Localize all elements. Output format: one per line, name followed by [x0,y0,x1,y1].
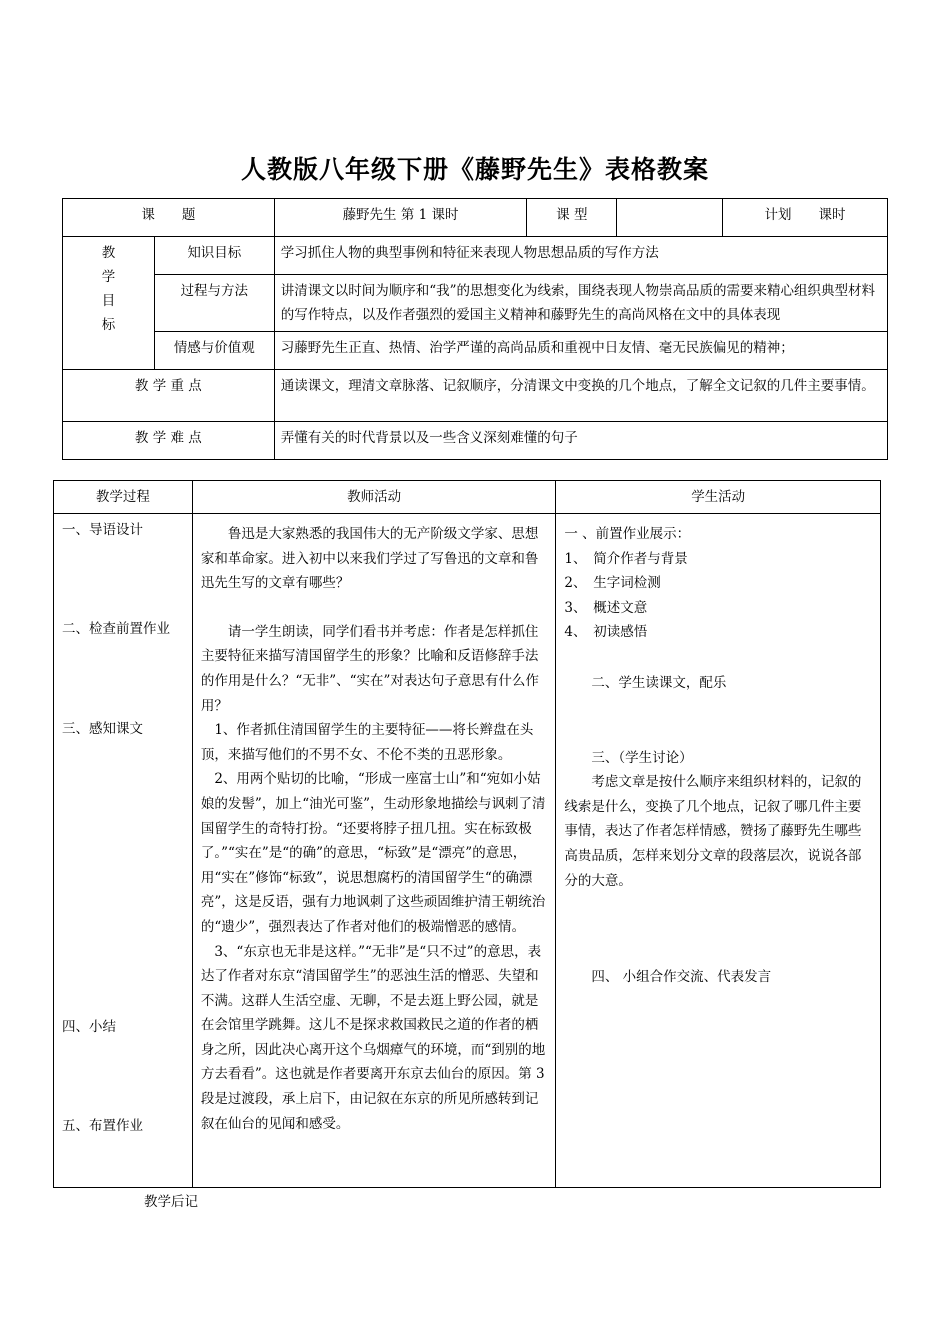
goals-label [63,237,155,370]
process-table [53,480,881,1188]
key-point-text: 通读课文，理清文章脉落、记叙顺序，分清课文中变换的几个地点，了解全文记叙的几件主要事情。 [274,370,887,422]
teacher-paragraph: 2、用两个贴切的比喻，“形成一座富士山”和“宛如小姑娘的发髻”，加上“油光可鉴”，生动形象地描绘与讽刺了清国留学生的奇特打扮。“还要将脖子扭几扭。实在标致极了。”“实在”是“的确”的意思，“标致”是“漂亮”的意思，用“实在”修饰“标致”，说思想腐朽的清国留学生“的确漂亮”，这是反语，强有力地讽刺了这些顽固维护清王朝统治的“遗少”，强烈表达了作者对他们的极端憎恶的感情。 [200,771,546,935]
teacher-paragraph: 3、“东京也无非是这样。”“无非”是“只不过”的意思，表达了作者对东京“清国留学生”的恶浊生活的憎恶、失望和不满。这群人生活空虚、无聊，不是去逛上野公园，就是在会馆里学跳舞。这儿不是探求救国救民之道的作者的栖身之所，因此决心离开这个乌烟瘴气的环境，而“到别的地方去看看”。这也就是作者要离开东京去仙台的原因。第 3 段是过渡段，承上启下，由记叙在东京的所见所感转到记叙在仙台的见闻和感受。 [200,943,546,1132]
difficulty-label: 教 学 难 点 [63,422,275,460]
process-header: 教学过程 [54,481,193,514]
teacher-column [192,514,556,1188]
goal-text: 讲清课文以时间为顺序和“我”的思想变化为线索，围绕表现人物崇高品质的需要来精心组织典型材料的写作特点，以及作者强烈的爱国主义精神和藤野先生的高尚风格在文中的具体表现 [274,275,887,332]
teacher-paragraph: 1、作者抓住清国留学生的主要特征——将长辫盘在头顶，来描写他们的不男不女、不伦不类的丑恶形象。 [200,722,534,763]
student-list-item: 2、 生字词检测 [564,575,661,592]
type-label: 课 型 [527,199,617,237]
topic-value: 藤野先生 第 1 课时 [274,199,527,237]
plan-header-table [62,198,888,460]
student-column [556,514,881,1188]
page-title: 人教版八年级下册《藤野先生》表格教案 [240,155,709,184]
goal-label: 知识目标 [154,237,274,275]
goal-text: 学习抓住人物的典型事例和特征来表现人物思想品质的写作方法 [274,237,887,275]
step-label: 三、感知课文 [62,721,143,737]
type-value [617,199,723,237]
goal-label: 过程与方法 [154,275,274,332]
topic-label: 课 题 [63,199,275,237]
student-section-title: 一 、前置作业展示： [564,526,691,542]
student-section: 四、 小组合作交流、代表发言 [591,969,772,986]
student-section: 二、学生读课文，配乐 [591,674,727,691]
teacher-paragraph: 请一学生朗读，同学们看书并考虑：作者是怎样抓住主要特征来描写清国留学生的形象？比喻和反语修辞手法的作用是什么？“无非”、“实在”对表达句子意思有什么作用？ [200,623,539,714]
steps-column [54,514,193,1188]
student-section-text: 考虑文章是按什么顺序来组织材料的，记叙的线索是什么，变换了几个地点，记叙了哪几件主要事情，表达了作者怎样情感，赞扬了藤野先生哪些高贵品质，怎样来划分文章的段落层次，说说各部分的大意。 [564,774,862,889]
difficulty-text: 弄懂有关的时代背景以及一些含义深刻难懂的句子 [274,422,887,460]
goals-char: 标 [101,317,116,333]
student-section-title: 三、（学生讨论） [591,749,693,766]
key-point-label: 教 学 重 点 [63,370,275,422]
teacher-header: 教师活动 [192,481,556,514]
step-label: 五、布置作业 [62,1118,143,1134]
student-list-item: 4、 初读感悟 [564,624,648,641]
step-label: 四、小结 [62,1019,116,1035]
student-header: 学生活动 [556,481,881,514]
goals-char: 学 [101,269,116,285]
teacher-paragraph: 鲁迅是大家熟悉的我国伟大的无产阶级文学家、思想家和革命家。进入初中以来我们学过了写鲁迅的文章和鲁迅先生写的文章有哪些？ [200,526,539,592]
plan-label: 计划 课时 [723,199,888,237]
step-label: 一、导语设计 [62,522,143,538]
step-label: 二、检查前置作业 [62,621,170,637]
goal-label: 情感与价值观 [154,332,274,370]
goals-char: 教 [101,245,116,261]
student-list-item: 1、 简介作者与背景 [564,550,688,567]
teaching-afterword: 教学后记 [144,1194,198,1210]
goal-text: 习藤野先生正直、热情、治学严谨的高尚品质和重视中日友情、毫无民族偏见的精神； [274,332,887,370]
goals-char: 目 [101,293,116,309]
student-list-item: 3、 概述文意 [564,599,648,616]
